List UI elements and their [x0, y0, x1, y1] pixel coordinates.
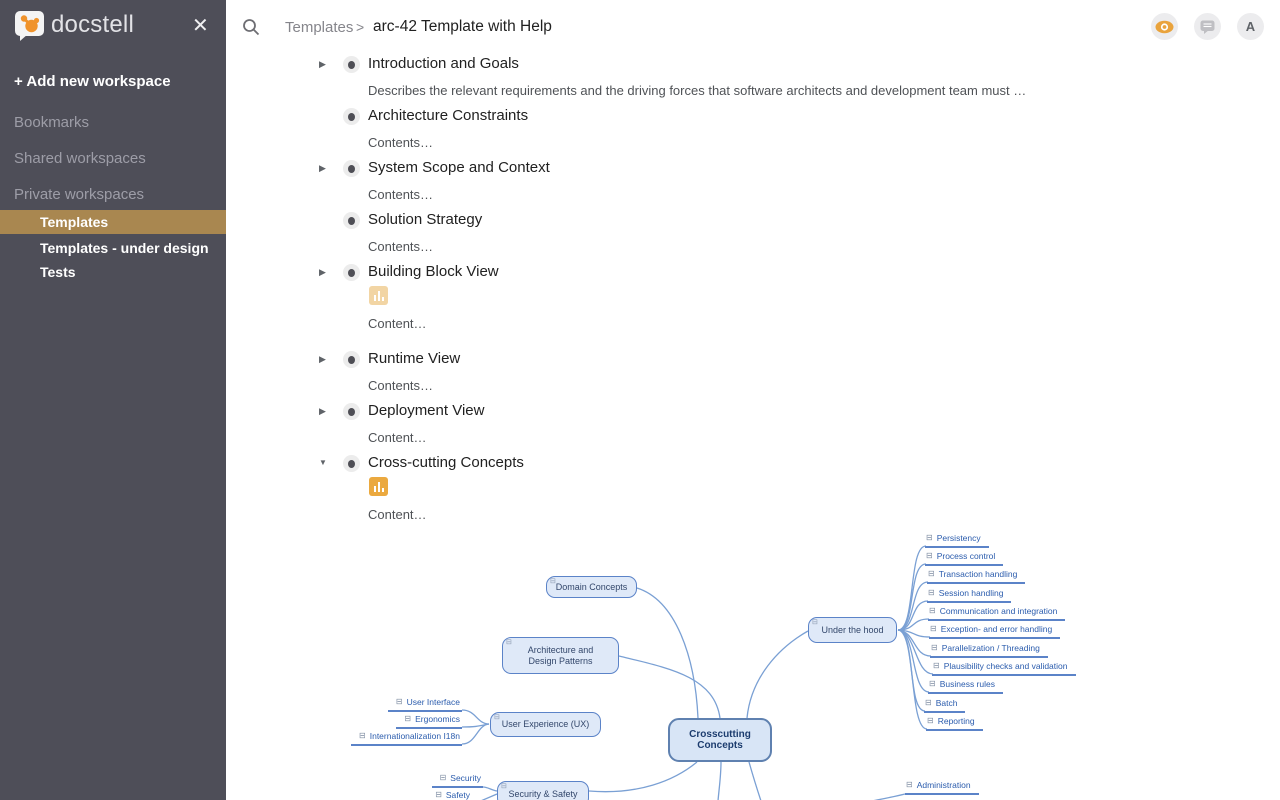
- mindmap-leaf-ergonomics[interactable]: [396, 714, 462, 729]
- outline-item-description[interactable]: Content…: [368, 430, 427, 445]
- note-icon: ⊟: [395, 697, 403, 706]
- sidebar-item-bookmarks[interactable]: Bookmarks: [14, 114, 90, 131]
- expand-collapsed-icon[interactable]: ▶: [319, 406, 326, 416]
- note-icon: ⊟: [404, 714, 412, 723]
- avatar: A: [1245, 19, 1256, 34]
- mindmap-leaf-persistency[interactable]: [925, 533, 989, 548]
- mindmap-leaf-exception-handling[interactable]: [929, 624, 1060, 639]
- bullet-icon[interactable]: [343, 403, 360, 420]
- sidebar-item-tests[interactable]: Tests: [40, 264, 76, 280]
- note-icon: ⊟: [506, 639, 512, 646]
- note-icon: ⊟: [925, 698, 932, 707]
- expand-expanded-icon[interactable]: ▼: [319, 458, 327, 467]
- mindmap-leaf-communication[interactable]: [928, 606, 1065, 621]
- mindmap-leaf-label: User Interface: [406, 697, 460, 707]
- mindmap-leaf-label: Batch: [935, 698, 958, 708]
- mindmap-leaf-label: Persistency: [936, 533, 981, 543]
- account-button[interactable]: [1237, 13, 1264, 40]
- sidebar-item-templates[interactable]: Templates: [0, 210, 226, 234]
- note-icon: ⊟: [359, 731, 366, 740]
- mindmap-node-label: Under the hood: [821, 624, 884, 635]
- note-icon: ⊟: [933, 661, 940, 670]
- note-icon: ⊟: [435, 790, 442, 799]
- note-icon: ⊟: [550, 578, 556, 585]
- mindmap-leaf-label: Communication and integration: [939, 606, 1058, 616]
- mindmap-leaf-security[interactable]: [432, 773, 483, 788]
- close-sidebar-icon[interactable]: ✕: [192, 15, 209, 37]
- outline-item-description[interactable]: Contents…: [368, 239, 434, 254]
- expand-collapsed-icon[interactable]: ▶: [319, 354, 326, 364]
- add-workspace-button[interactable]: + Add new workspace: [14, 73, 171, 90]
- note-icon: ⊟: [926, 551, 933, 560]
- bullet-icon[interactable]: [343, 351, 360, 368]
- bullet-icon[interactable]: [343, 212, 360, 229]
- note-icon: ⊟: [494, 714, 500, 721]
- mindmap-leaf-internationalization[interactable]: [351, 731, 462, 746]
- mindmap-node-security-safety[interactable]: [497, 781, 589, 800]
- eye-icon: [1155, 20, 1174, 34]
- outline-item-description[interactable]: Content…: [368, 507, 427, 522]
- breadcrumb-parent[interactable]: Templates: [285, 19, 354, 36]
- expand-collapsed-icon[interactable]: ▶: [319, 163, 326, 173]
- mindmap-node-label: Security & Safety: [508, 788, 578, 799]
- mindmap-leaf-transaction-handling[interactable]: [927, 569, 1025, 584]
- mindmap-leaf-label: Exception- and error handling: [940, 624, 1053, 634]
- outline-item-description[interactable]: Contents…: [368, 187, 434, 202]
- mindmap-center-node[interactable]: Crosscutting Concepts: [668, 718, 772, 762]
- comment-bubble-icon: [1200, 20, 1215, 34]
- mindmap-leaf-business-rules[interactable]: [928, 679, 1003, 694]
- outline-item-title[interactable]: Deployment View: [368, 402, 485, 419]
- docstell-logo-icon: [14, 10, 45, 41]
- outline-item-title[interactable]: Runtime View: [368, 350, 461, 367]
- note-icon: ⊟: [501, 783, 507, 790]
- mindmap-leaf-administration[interactable]: [905, 780, 979, 795]
- note-icon: ⊟: [812, 619, 818, 626]
- mindmap-leaf-parallelization[interactable]: [930, 643, 1048, 658]
- mindmap-leaf-label: Ergonomics: [415, 714, 460, 724]
- mindmap-leaf-label: Administration: [916, 780, 971, 790]
- bar-chart-attachment-icon[interactable]: [369, 286, 388, 305]
- outline-item-description[interactable]: Contents…: [368, 378, 434, 393]
- bullet-icon[interactable]: [343, 160, 360, 177]
- outline-item-title[interactable]: Cross-cutting Concepts: [368, 454, 524, 471]
- mindmap-leaf-label: Reporting: [937, 716, 975, 726]
- note-icon: ⊟: [926, 533, 933, 542]
- expand-collapsed-icon[interactable]: ▶: [319, 59, 326, 69]
- mindmap-leaf-batch[interactable]: [924, 698, 965, 713]
- mindmap-leaf-label: Session handling: [938, 588, 1004, 598]
- mindmap-leaf-plausibility-checks[interactable]: [932, 661, 1076, 676]
- sidebar-item-shared-workspaces[interactable]: Shared workspaces: [14, 150, 146, 167]
- note-icon: ⊟: [439, 773, 447, 782]
- mindmap-node-label: Architecture and Design Patterns: [527, 645, 594, 666]
- outline-item-title[interactable]: System Scope and Context: [368, 159, 550, 176]
- app-title: docstell: [51, 11, 134, 38]
- mindmap-leaf-label: Security: [450, 773, 481, 783]
- mindmap-leaf-user-interface[interactable]: [388, 697, 462, 712]
- outline-item-description[interactable]: Content…: [368, 316, 427, 331]
- mindmap-leaf-label: Safety: [445, 790, 470, 800]
- note-icon: ⊟: [927, 716, 934, 725]
- note-icon: ⊟: [929, 679, 936, 688]
- mindmap-leaf-label: Parallelization / Threading: [941, 643, 1040, 653]
- outline-item-title[interactable]: Architecture Constraints: [368, 107, 529, 124]
- bullet-icon[interactable]: [343, 264, 360, 281]
- mindmap-leaf-safety[interactable]: [427, 790, 472, 800]
- mindmap-leaf-label: Plausibility checks and validation: [943, 661, 1068, 671]
- mindmap-leaf-label: Transaction handling: [938, 569, 1018, 579]
- outline-item-description[interactable]: Contents…: [368, 135, 434, 150]
- expand-collapsed-icon[interactable]: ▶: [319, 267, 326, 277]
- search-icon[interactable]: [242, 18, 260, 36]
- breadcrumb-current: arc-42 Template with Help: [373, 18, 552, 35]
- outline-item-title[interactable]: Solution Strategy: [368, 211, 483, 228]
- note-icon: ⊟: [928, 588, 935, 597]
- mindmap-node-user-experience[interactable]: [490, 712, 601, 737]
- outline-item-description[interactable]: Describes the relevant requirements and the driving forces that software architects and development team must …: [368, 83, 1027, 98]
- sidebar: [0, 0, 226, 800]
- logo-row: [0, 0, 226, 52]
- breadcrumb-separator: >: [356, 19, 365, 35]
- outline-item-title[interactable]: Building Block View: [368, 263, 499, 280]
- mindmap-leaf-reporting[interactable]: [926, 716, 983, 731]
- mindmap-leaf-session-handling[interactable]: [927, 588, 1011, 603]
- note-icon: ⊟: [928, 569, 935, 578]
- comments-button[interactable]: [1194, 13, 1221, 40]
- sidebar-item-templates-under-design[interactable]: Templates - under design: [40, 240, 209, 256]
- mindmap-node-architecture-patterns[interactable]: [502, 637, 619, 674]
- mindmap-node-label: Domain Concepts: [555, 581, 628, 592]
- bar-chart-attachment-icon[interactable]: [369, 477, 388, 496]
- view-mode-button[interactable]: [1151, 13, 1178, 40]
- mindmap-node-label: User Experience (UX): [501, 719, 590, 730]
- outline-item-title[interactable]: Introduction and Goals: [368, 55, 519, 72]
- mindmap-leaf-label: Business rules: [939, 679, 995, 689]
- note-icon: ⊟: [906, 780, 913, 789]
- bullet-icon[interactable]: [343, 455, 360, 472]
- note-icon: ⊟: [929, 606, 936, 615]
- mindmap-leaf-process-control[interactable]: [925, 551, 1003, 566]
- note-icon: ⊟: [930, 624, 937, 633]
- note-icon: ⊟: [931, 643, 938, 652]
- mindmap-node-under-the-hood[interactable]: [808, 617, 897, 643]
- mindmap-node-domain-concepts[interactable]: [546, 576, 637, 598]
- bullet-icon[interactable]: [343, 108, 360, 125]
- mindmap-leaf-label: Internationalization I18n: [369, 731, 460, 741]
- sidebar-item-private-workspaces[interactable]: Private workspaces: [14, 186, 145, 203]
- mindmap-leaf-label: Process control: [936, 551, 996, 561]
- bullet-icon[interactable]: [343, 56, 360, 73]
